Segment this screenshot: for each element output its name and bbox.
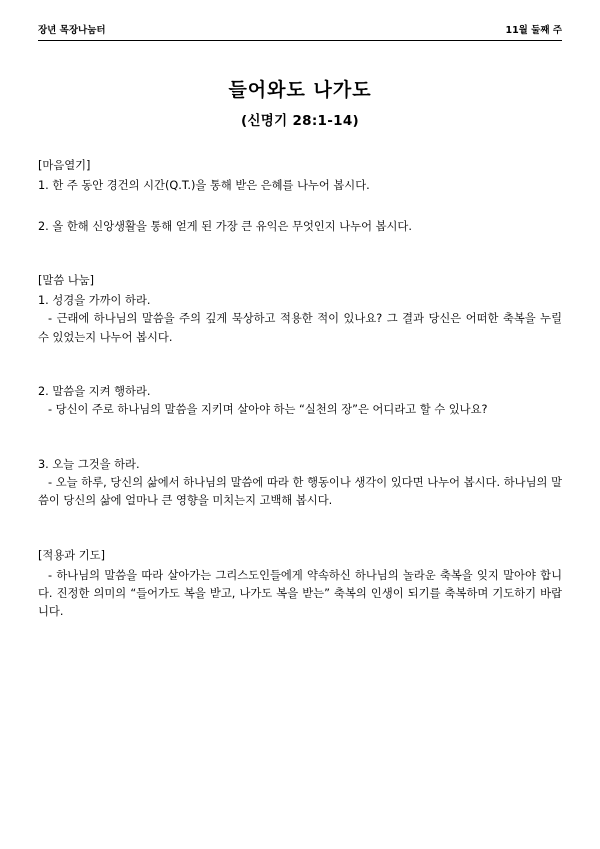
application-prayer-body: - 하나님의 말씀을 따라 살아가는 그리스도인들에게 약속하신 하나님의 놀라운 축복을 잊지 말아야 합니다. 진정한 의미의 “들어가도 복을 받고, 나가도 복을 받는” 축복의 인생이 되기를 축복하며 기도하기 바랍니다. [38, 568, 562, 619]
opening-question-1: 1. 한 주 동안 경건의 시간(Q.T.)을 통해 받은 은혜를 나누어 봅시다. [38, 179, 370, 193]
word-point-1-body: - 근래에 하나님의 말씀을 주의 깊게 묵상하고 적용한 적이 있나요? 그 결과 당신은 어떠한 축복을 누릴 수 있었는지 나누어 봅시다. [38, 312, 562, 344]
word-point-2-title: 2. 말씀을 지켜 행하라. [38, 385, 151, 399]
page-header [38, 22, 562, 40]
page-content [38, 22, 562, 622]
document-body [38, 157, 562, 622]
section-heading-opening: [마음열기] [38, 159, 91, 172]
word-point-1-title: 1. 성경을 가까이 하라. [38, 294, 151, 308]
word-point-2-body: - 당신이 주로 하나님의 말씀을 지키며 살아야 하는 “실천의 장”은 어디라고 할 수 있나요? [48, 403, 488, 417]
header-left-text: 장년 목장나눔터 [38, 25, 106, 36]
section-heading-word-sharing: [말씀 나눔] [38, 273, 95, 287]
header-right-text: 11월 둘째 주 [505, 25, 562, 36]
opening-question-2: 2. 올 한해 신앙생활을 통해 얻게 된 가장 큰 유익은 무엇인지 나누어 봅시다. [38, 219, 412, 233]
word-point-3-title: 3. 오늘 그것을 하라. [38, 457, 140, 471]
section-heading-application-prayer: [적용과 기도] [38, 548, 105, 562]
word-point-3-body: - 오늘 하루, 당신의 삶에서 하나님의 말씀에 따라 한 행동이나 생각이 있다면 나누어 봅시다. 하나님의 말씀이 당신의 삶에 얼마나 큰 영향을 미치는지 고백해 봅시다. [38, 475, 562, 508]
header-divider [38, 40, 562, 41]
document-subtitle: (신명기 28:1-14) [240, 113, 360, 129]
document-title: 들어와도 나가도 [228, 79, 372, 101]
